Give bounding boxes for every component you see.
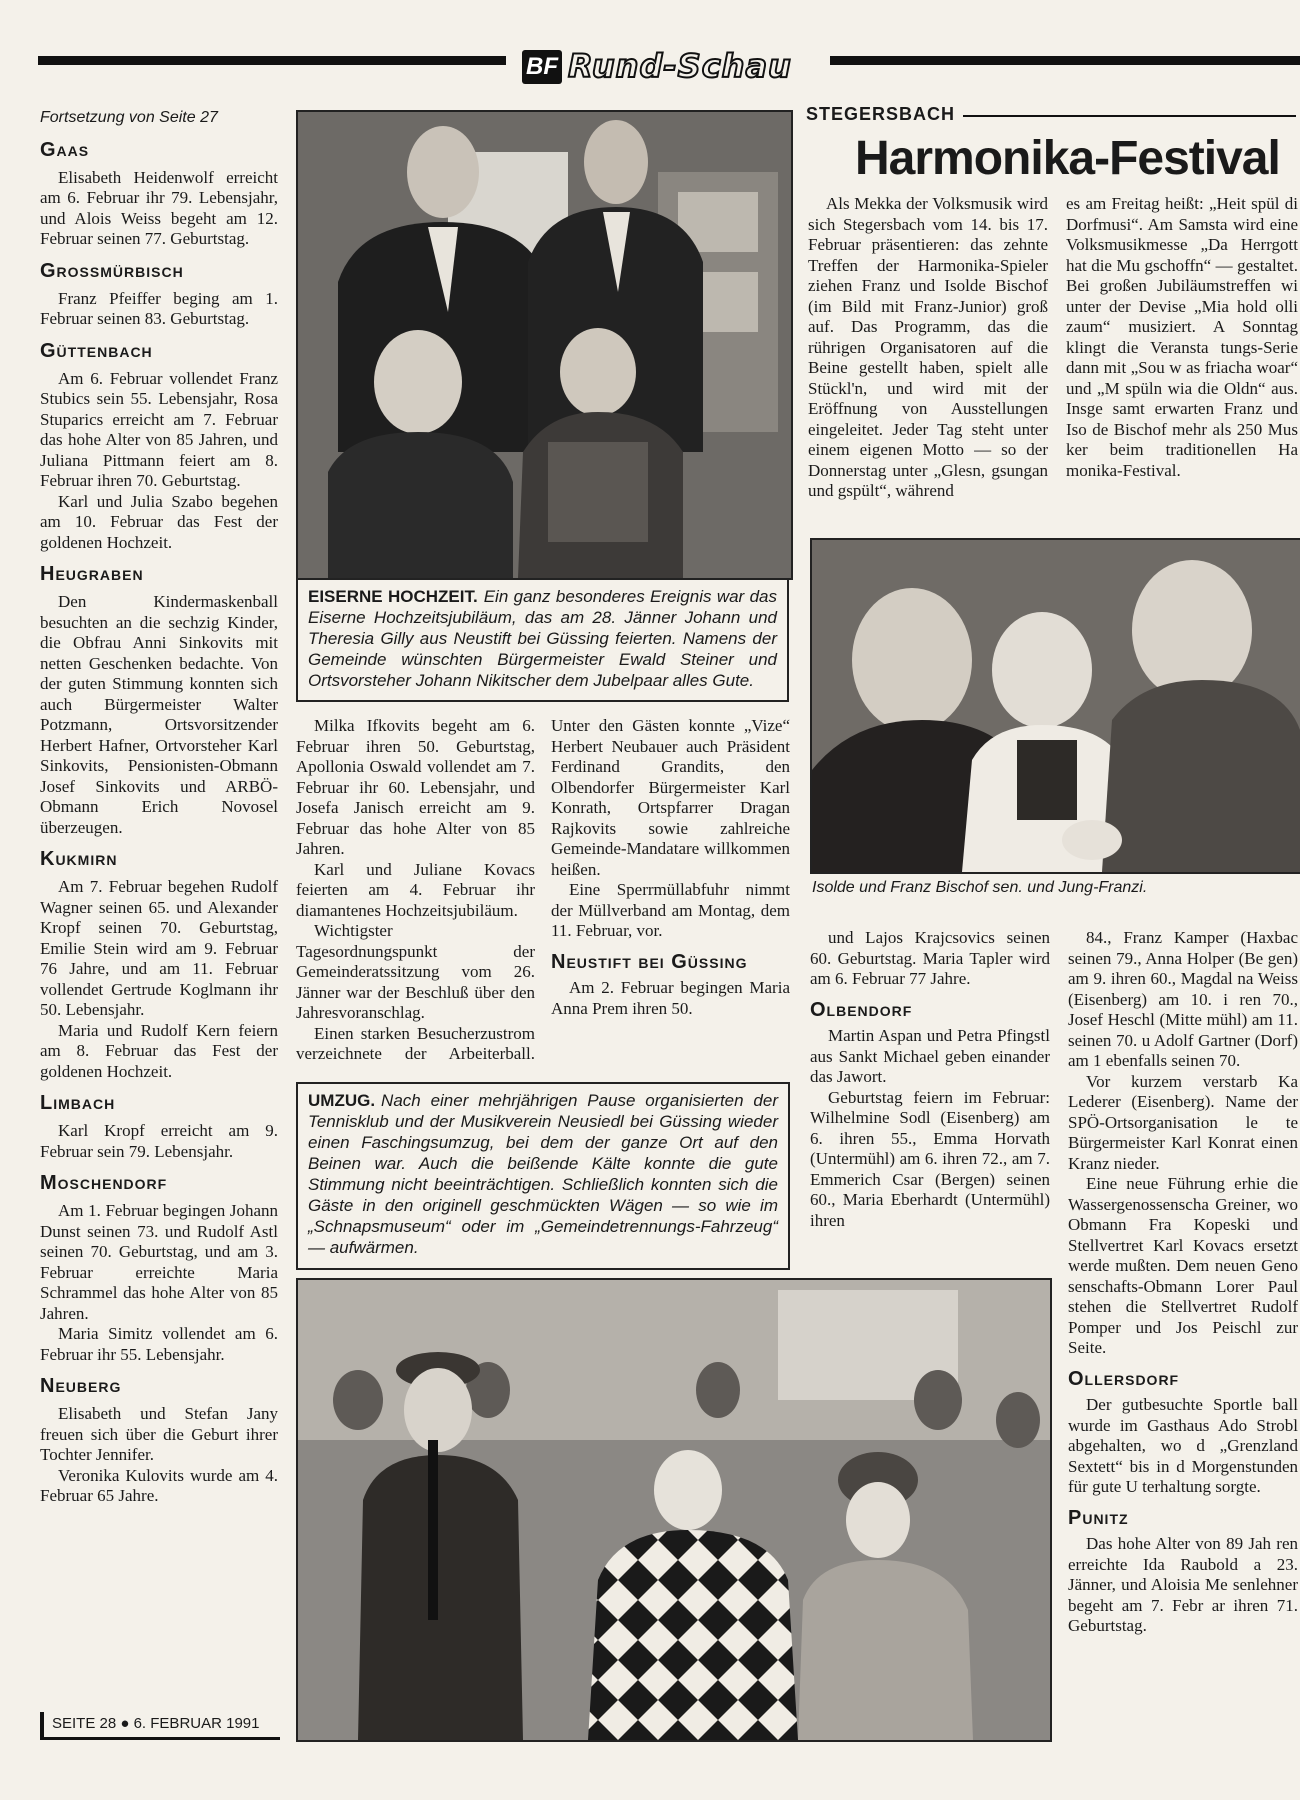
olbendorf-paragraph: Geburtstag feiern im Februar: Wilhelmine Sodl (Eisenberg) am 6. ihren 55., Emma Horvath (Untermühl) am 6. ihren 72., am 7. Emmerich Csar (Bergen) seinen 60., Maria Eberhardt (Untermühl) ihren <box>810 1087 1050 1230</box>
section-text <box>40 592 278 838</box>
section-heading: Limbach <box>40 1092 116 1114</box>
festival-kicker-text: STEGERSBACH <box>806 104 963 124</box>
photo-bischof-family <box>810 538 1300 874</box>
neustift-heading: Neustift bei Güssing <box>551 950 748 973</box>
section-paragraph: Veronika Kulovits wurde am 4. Februar 65 Jahre. <box>40 1465 278 1505</box>
masthead-logo <box>522 50 562 84</box>
ollersdorf-heading: Ollersdorf <box>1068 1367 1180 1390</box>
continuation-note: Fortsetzung von Seite 27 <box>40 109 218 126</box>
section-paragraph: Karl und Julia Szabo begehen am 10. Februar das Fest der goldenen Hochzeit. <box>40 491 278 552</box>
lajos-text: und Lajos Krajcsovics seinen 60. Geburtstag. Maria Tapler wird am 6. Februar 77 Jahre. <box>810 928 1050 988</box>
section-heading: Moschendorf <box>40 1172 168 1194</box>
middle-paragraph: Milka Ifkovits begeht am 6. Februar ihren 50. Geburtstag, Apollonia Oswald vollendet am 7. Februar ihr 60. Lebensjahr, und Josefa Janisch erreicht am 9. Februar das hohe Alter von 85 Jahren. <box>296 716 535 858</box>
olbendorf-paragraph: Martin Aspan und Petra Pfingstl aus Sankt Michael geben einander das Jawort. <box>810 1026 1050 1086</box>
right-paragraph: 84., Franz Kamper (Haxbac seinen 79., Anna Holper (Be gen) am 9. ihren 60., Magdal na Weiss (Eisenberg) am 10. i ren 70., Josef Heschl (Mitte mühl) am 11. seinen 70. u Adolf Gartner (Dorf) am 1 ebenfalls seinen 70. <box>1068 928 1298 1070</box>
photo-parade <box>296 1278 1052 1742</box>
umzug-caption-title: UMZUG. <box>308 1091 376 1110</box>
umzug-caption-text: Nach einer mehrjährigen Pause organisierten der Tennisklub und der Musikverein Neusiedl bei Güssing wieder einen Faschingsumzug, bei dem der ganze Ort auf den Beinen war. Auch die beißende Kälte konnte die gute Stimmung nicht beeinträchtigen. Schließlich konnten sich die Gäste in den originell geschmückten Wägen — so wie im „Schnapsmuseum“ oder im „Gemeindetrennungs-Fahrzeug“ — aufwärmen. <box>308 1091 778 1257</box>
left-sections <box>40 139 278 1507</box>
iron-wedding-caption <box>296 578 789 702</box>
section-text <box>40 168 278 250</box>
section-paragraph: Franz Pfeiffer beging am 1. Februar seinen 83. Geburtstag. <box>40 288 278 328</box>
middle-paragraph: Karl und Juliane Kovacs feierten am 4. Februar ihr diamantenes Hochzeitsjubiläum. <box>296 859 535 920</box>
iron-wedding-image <box>298 112 791 578</box>
masthead-rule-right <box>830 56 1300 65</box>
section-paragraph: Maria und Rudolf Kern feiern am 8. Februar das Fest der goldenen Hochzeit. <box>40 1020 278 1081</box>
neustift-text: Am 2. Februar begingen Maria Anna Prem ihren 50. <box>551 978 790 1018</box>
section-paragraph: Den Kindermaskenball besuchten an die sechzig Kinder, die Obfrau Anni Sinkovits mit netten Geschenken bedachte. Von der guten Stimmung konnten sich auch Bürgermeister Walter Potzmann, Ortsvorsitzender Herbert Hafner, Ortvorsteher Karl Sinkovits, Pensionisten-Obmann Josef Sinkovits und ARBÖ-Obmann Erich Novosel überzeugen. <box>40 592 278 837</box>
section-text <box>40 877 278 1082</box>
olbendorf-column <box>810 928 1050 1231</box>
punitz-heading: Punitz <box>1068 1506 1129 1529</box>
section-heading: Gaas <box>40 138 90 161</box>
olbendorf-heading: Olbendorf <box>810 998 913 1021</box>
right-paragraph: Vor kurzem verstarb Ka Lederer (Eisenberg). Name der SPÖ-Ortsorganisation le te Bürgermeister Karl Konrat einen Kranz nieder. <box>1068 1071 1298 1173</box>
middle-paragraph: Eine Sperrmüllabfuhr nimmt der Müllverband am Montag, dem 11. Februar, vor. <box>551 880 790 940</box>
festival-kicker <box>806 104 1296 126</box>
section-heading: Grossmürbisch <box>40 259 184 282</box>
section-paragraph: Am 1. Februar begingen Johann Dunst seinen 73. und Rudolf Astl seinen 70. Geburtstag, und am 3. Februar erreichte Maria Schrammel das hohe Alter von 85 Jahren. <box>40 1201 278 1323</box>
section-text <box>40 289 278 330</box>
section-paragraph: Elisabeth und Stefan Jany freuen sich über die Geburt ihrer Tochter Jennifer. <box>40 1404 278 1464</box>
logo-text: BF <box>526 53 558 80</box>
umzug-caption <box>296 1082 790 1270</box>
right-paragraphs <box>1068 928 1298 1359</box>
middle-paragraph: Einen starken Besucherzustrom verzeichnete der Arbeiterball. Unter den Gästen konnte „Vize“ Herbert Neubauer auch Präsident Ferdinand Grandits, den Olbendorfer Bürgermeister Karl Konrath, Ortspfarrer Dragan Rajkovits sowie zahlreiche Gemeinde-Mandatare willkommen heißen. <box>296 716 790 1063</box>
middle-paragraph: Wichtigster Tagesordnungspunkt der Gemeinderatssitzung vom 26. Jänner war der Beschluß über den Jahresvoranschlag. <box>296 921 535 1022</box>
middle-paragraphs <box>296 716 790 1076</box>
masthead-rule-left <box>38 56 506 65</box>
photo-iron-wedding <box>296 110 793 580</box>
section-paragraph: Karl Kropf erreicht am 9. Februar sein 79. Lebensjahr. <box>40 1121 278 1161</box>
iron-wedding-caption-text: Ein ganz besonderes Ereignis war das Eiserne Hochzeitsjubiläum, das am 28. Jänner Johann und Theresia Gilly aus Neustift bei Güssing feierten. Namens der Gemeinde wünschten Bürgermeister Ewald Steiner und Ortsvorsteher Johann Nikitscher dem Jubelpaar alles Gute. <box>308 587 777 690</box>
footer-text: SEITE 28 ● 6. FEBRUAR 1991 <box>52 1715 260 1732</box>
section-paragraph: Am 6. Februar vollendet Franz Stubics sein 55. Lebensjahr, Rosa Stuparics erreicht am 7. Februar das hohe Alter von 85 Jahren, und Juliana Pittmann feiert am 8. Februar ihren 70. Geburtstag. <box>40 368 278 490</box>
section-paragraph: Maria Simitz vollendet am 6. Februar ihr 55. Lebensjahr. <box>40 1324 278 1364</box>
section-paragraph: Elisabeth Heidenwolf erreicht am 6. Februar ihr 79. Lebensjahr, und Alois Weiss begeht am 12. Februar seinen 77. Geburtstag. <box>40 167 278 248</box>
left-column <box>40 108 278 1507</box>
section-text <box>40 369 278 554</box>
ollersdorf-text: Der gutbesuchte Sportle ball wurde im Gasthaus Ado Strobl abgehalten, wo d „Grenzland Sextett“ bis in d Morgenstunden für gute U terhaltung sorgte. <box>1068 1395 1298 1496</box>
section-heading: Neuberg <box>40 1375 122 1397</box>
middle-text <box>296 716 790 1076</box>
section-text <box>40 1201 278 1365</box>
festival-col2: es am Freitag heißt: „Heit spül di Dorfmusi“. Am Samsta wird eine Volksmusikmesse „Da Herrgott hat die Mu gschoffn“ — gestaltet. Bei großen Jubiläumstreffen wi unter der Devise „Mia hold olli zaum“ musiziert. A Sonntag klingt die Veransta tungs-Serie dann mit „Sou w as friacha woar“ und „M spüln wia die Oldn“ aus. Insge samt erwarten Franz und Iso de Bischof mehr als 250 Mus ker beim traditionellen Ha monika-Festival. <box>1066 194 1298 480</box>
punitz-text: Das hohe Alter von 89 Jah ren erreichte Ida Raubold a 23. Jänner, und Aloisia Me senlehner begeht am 7. Febr ar ihren 71. Geburtstag. <box>1068 1534 1298 1635</box>
festival-headline: Harmonika-Festival <box>855 132 1280 185</box>
page-footer <box>40 1712 280 1740</box>
festival-col1: Als Mekka der Volksmusik wird sich Stegersbach vom 14. bis 17. Februar präsentieren: das zehnte Treffen der Harmonika-Spieler ziehen Franz und Isolde Bischof (im Bild mit Franz-Junior) groß auf. Das Programm, das die rührigen Organisatoren auf die Beine gestellt haben, spielt alle Stückl'n, und wird mit der Eröffnung von Ausstellungen eingeleitet. Jeder Tag steht unter einem eigenen Motto — so der Donnerstag unter „Glesn, gsungan und gspült“, während <box>808 194 1048 500</box>
iron-wedding-caption-title: EISERNE HOCHZEIT. <box>308 587 478 606</box>
bischof-family-image <box>812 540 1300 872</box>
section-paragraph: Am 7. Februar begehen Rudolf Wagner seinen 65. und Alexander Kropf seinen 70. Geburtstag, Emilie Stein wird am 9. Februar 76 Jahre, und am 11. Februar vollendet Gertrude Koglmann ihr 50. Lebensjahr. <box>40 877 278 1019</box>
section-heading: Kukmirn <box>40 848 118 870</box>
masthead-title: Rund-Schau <box>568 47 792 85</box>
right-column <box>1068 928 1298 1714</box>
section-text <box>40 1121 278 1162</box>
section-heading: Heugraben <box>40 563 144 585</box>
olbendorf-paragraphs <box>810 1026 1050 1231</box>
section-text <box>40 1404 278 1507</box>
right-paragraph: Eine neue Führung erhie die Wassergenossenscha Greiner, wo Obmann Fra Kopeski und Stellvertret Karl Kovacs ersetzt werde mußten. Dem neuen Geno senschafts-Obmann Lorer Paul stehen die Stellvertret Rudolf Pomper und Jos Peischl zur Seite. <box>1068 1174 1298 1357</box>
section-heading: Güttenbach <box>40 339 153 362</box>
bischof-family-caption: Isolde und Franz Bischof sen. und Jung-Franzi. <box>812 879 1148 896</box>
parade-image <box>298 1280 1050 1740</box>
